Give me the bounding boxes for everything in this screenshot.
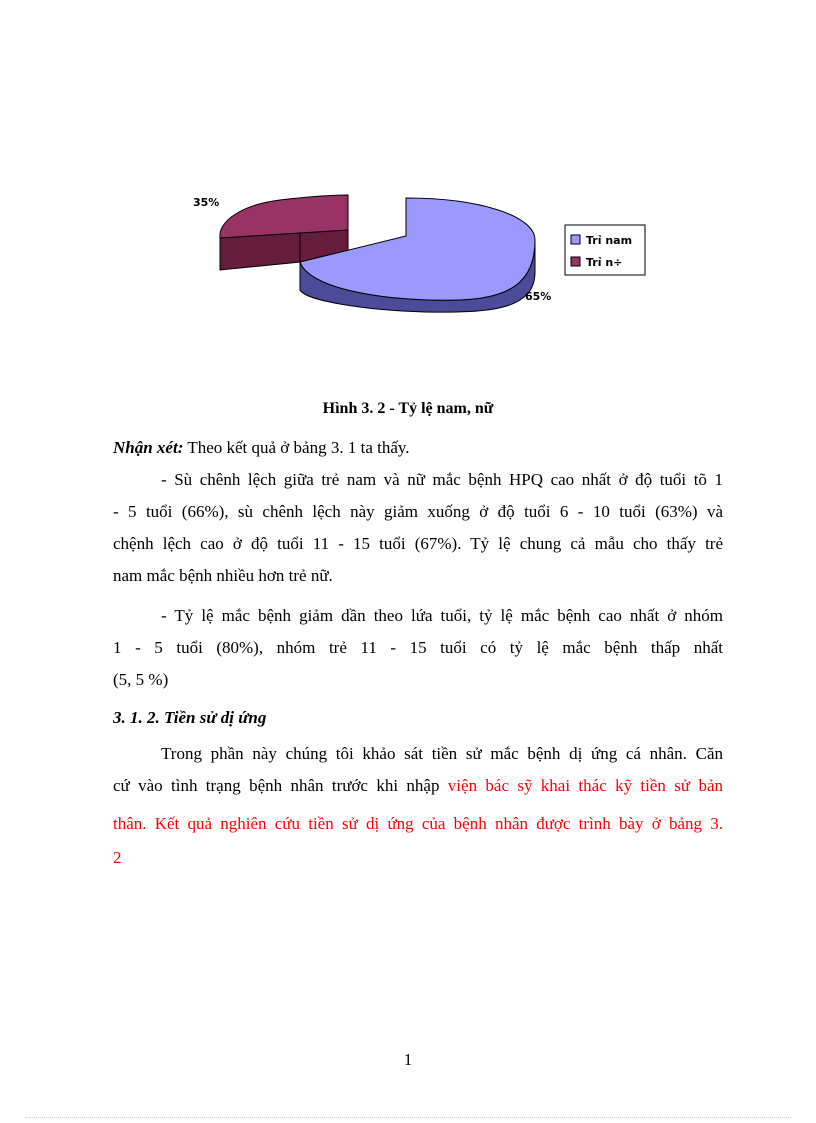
legend-swatch-tri-nam: [571, 235, 580, 244]
bullet-1-line-3: chệnh lệch cao ở độ tuổi 11 - 15 tuổi (67%). Tỷ lệ chung cả mẫu cho thấy trẻ: [113, 534, 723, 553]
pie-label-tri-nu: 35%: [193, 196, 220, 209]
bullet-1-line-1: - Sù chênh lệch giữa trẻ nam và nữ mắc bệnh HPQ cao nhất ở độ tuổi tõ 1: [161, 470, 723, 489]
paragraph-line-1: Trong phần này chúng tôi khảo sát tiền sử mắc bệnh dị ứng cá nhân. Căn: [161, 744, 723, 763]
page-number: 1: [403, 1050, 413, 1069]
remark-line: [113, 432, 723, 464]
paragraph-line-4: 2: [113, 848, 122, 867]
chart-legend: [565, 225, 645, 275]
figure-caption: [0, 400, 816, 418]
caption-prefix: Hình 3. 2 -: [322, 400, 399, 417]
pie-label-tri-nam: 65%: [525, 290, 552, 303]
bullet-1-line-4: nam mắc bệnh nhiều hơn trẻ nữ.: [113, 566, 333, 585]
legend-label-tri-nu: Trỉ n÷: [586, 256, 623, 269]
page-bottom-divider: [25, 1117, 791, 1118]
paragraph-line-2-black: cứ vào tình trạng bệnh nhân trước khi nhập: [113, 776, 448, 795]
pie-slice-tri-nu: [220, 195, 348, 238]
bullet-2-line-1: - Tỷ lệ mắc bệnh giảm dần theo lứa tuổi, tỷ lệ mắc bệnh cao nhất ở nhóm: [161, 606, 723, 625]
bullet-2-line-2: 1 - 5 tuổi (80%), nhóm trẻ 11 - 15 tuổi có tỷ lệ mắc bệnh thấp nhất: [113, 638, 723, 657]
paragraph-line-3: thân. Kết quả nghiên cứu tiền sử dị ứng của bệnh nhân được trình bày ở bảng 3.: [113, 814, 723, 833]
bullet-1-line-2: - 5 tuổi (66%), sù chênh lệch này giảm xuống ở độ tuổi 6 - 10 tuổi (63%) và: [113, 502, 723, 521]
remark-label: Nhận xét:: [113, 438, 184, 457]
caption-title: Tỷ lệ nam, nữ: [398, 400, 494, 417]
legend-label-tri-nam: Trỉ nam: [586, 234, 633, 247]
bullet-2-line-3: (5, 5 %): [113, 670, 169, 689]
pie-chart: [160, 150, 680, 350]
legend-swatch-tri-nu: [571, 257, 580, 266]
paragraph-line-2-red: viện bác sỹ khai thác kỹ tiền sử bản: [447, 776, 723, 795]
remark-text: Theo kết quả ở bảng 3. 1 ta thấy.: [183, 438, 410, 457]
paragraph-line-2: [113, 770, 723, 802]
section-heading: 3. 1. 2. Tiền sử dị ứng: [113, 708, 267, 727]
